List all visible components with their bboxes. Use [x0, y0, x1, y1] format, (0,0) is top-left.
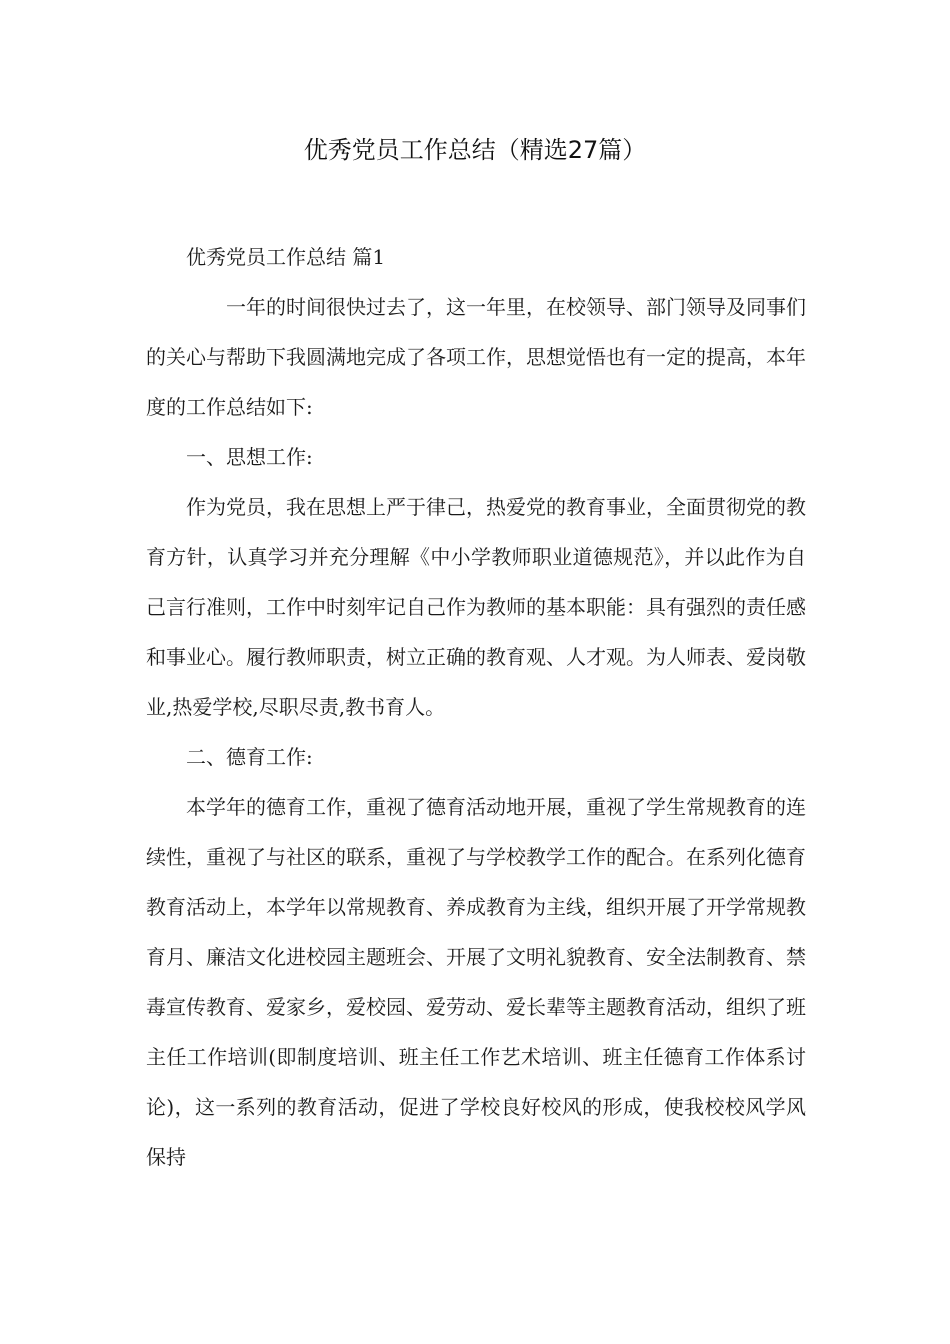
section-heading: 优秀党员工作总结 篇1 [186, 245, 386, 269]
section-heading-thought: 一、思想工作: [186, 445, 313, 469]
body-paragraph: 作为党员，我在思想上严于律己，热爱党的教育事业，全面贯彻党的教育方针，认真学习并充分理解《中小学教师职业道德规范》，并以此作为自己言行准则，工作中时刻牢记自己作为教师的基本职能：具有强烈的责任感和事业心。履行教师职责，树立正确的教育观、人才观。为人师表、爱岗敬业,热爱学校,尽职尽责,教书育人。 [146, 495, 806, 719]
section-heading-moral: 二、德育工作: [186, 745, 313, 769]
intro-paragraph: 一年的时间很快过去了，这一年里，在校领导、部门领导及同事们的关心与帮助下我圆满地完成了各项工作，思想觉悟也有一定的提高，本年度的工作总结如下: [146, 295, 806, 419]
document-title: 优秀党员工作总结（精选27篇） [303, 136, 647, 164]
document-body [146, 232, 806, 1182]
body-paragraph: 本学年的德育工作，重视了德育活动地开展，重视了学生常规教育的连续性，重视了与社区的联系，重视了与学校教学工作的配合。在系列化德育教育活动上，本学年以常规教育、养成教育为主线，组织开展了开学常规教育月、廉洁文化进校园主题班会、开展了文明礼貌教育、安全法制教育、禁毒宣传教育、爱家乡，爱校园、爱劳动、爱长辈等主题教育活动，组织了班主任工作培训(即制度培训、班主任工作艺术培训、班主任德育工作体系讨论)，这一系列的教育活动，促进了学校良好校风的形成，使我校校风学风保持 [146, 795, 806, 1169]
